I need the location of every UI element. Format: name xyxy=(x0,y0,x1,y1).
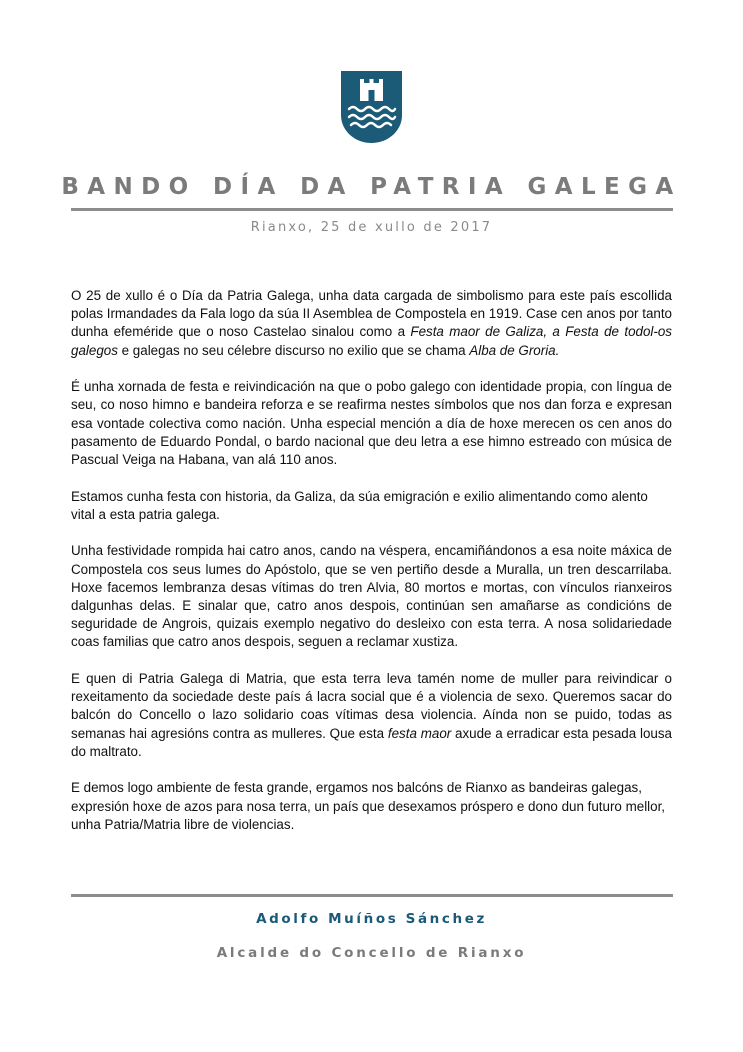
paragraph-4: Unha festividade rompida hai catro anos, cando na véspera, encamiñándonos a esa noite máxica de Compostela cos seus lumes do Apóstolo, que se ven pertiño desde a Muralla, un tren descarrilaba. Hoxe facemos lembranza desas vítimas do tren Alvia, 80 mortos e mortas, con vínculos rianxeiros dalgunhas delas. E sinalar que, catro anos despois, continúan sen amañarse as condicións de seguridade de Angrois, quizais exemplo negativo do desleixo con esta terra. A nosa solidariedade coas familias que catro anos despois, seguen a reclamar xustiza. xyxy=(71,543,672,650)
document-date: Rianxo, 25 de xullo de 2017 xyxy=(250,220,493,235)
document-body xyxy=(71,287,672,852)
paragraph-6: E demos logo ambiente de festa grande, ergamos nos balcóns de Rianxo as bandeiras galegas, expresión hoxe de azos para nosa terra, un país que desexamos próspero e dono dun futuro mellor, unha Patria/Matria libre de violencias. xyxy=(71,780,666,832)
paragraph-1: O 25 de xullo é o Día da Patria Galega, unha data cargada de simbolismo para este país escollida polas Irmandades da Fala logo da súa II Asemblea de Compostela en 1919. Case cen anos por tanto dunha efeméride que o noso Castelao sinalou como a Festa maor de Galiza, a Festa de todol-os galegos e galegas no seu célebre discurso no exilio que se chama Alba de Groria. xyxy=(71,288,672,358)
paragraph-5: E quen di Patria Galega di Matria, que esta terra leva tamén nome de muller para reivindicar o rexeitamento da sociedade deste país á lacra social que é a violencia de sexo. Queremos sacar do balcón do Concello o lazo solidario coas vítimas desa violencia. Aínda non se puido, todas as semanas hai agresións contra as mulleres. Que esta festa maor axude a erradicar esta pesada lousa do maltrato. xyxy=(71,671,672,759)
signer-role: Alcalde do Concello de Rianxo xyxy=(216,945,527,961)
header-divider xyxy=(71,208,673,211)
footer-divider xyxy=(71,894,673,897)
paragraph-3: Estamos cunha festa con historia, da Galiza, da súa emigración e exilio alimentando como alento vital a esta patria galega. xyxy=(71,488,648,522)
paragraph-2: É unha xornada de festa e reivindicación na que o pobo galego con identidade propia, con língua de seu, co noso himno e bandeira reforza e se reafirma nestes símbolos que nos dan forza e expresan esa vontade colectiva como nación. Unha especial mención a día de hoxe merecen os cen anos do pasamento de Eduardo Pondal, o bardo nacional que deu letra a ese himno estreado con música de Pascual Veiga na Habana, van alá 110 anos. xyxy=(71,379,672,468)
signer-name: Adolfo Muíños Sánchez xyxy=(256,911,487,927)
concello-rianxo-shield-icon xyxy=(341,71,402,143)
page-title: BANDO DÍA DA PATRIA GALEGA xyxy=(61,174,682,200)
